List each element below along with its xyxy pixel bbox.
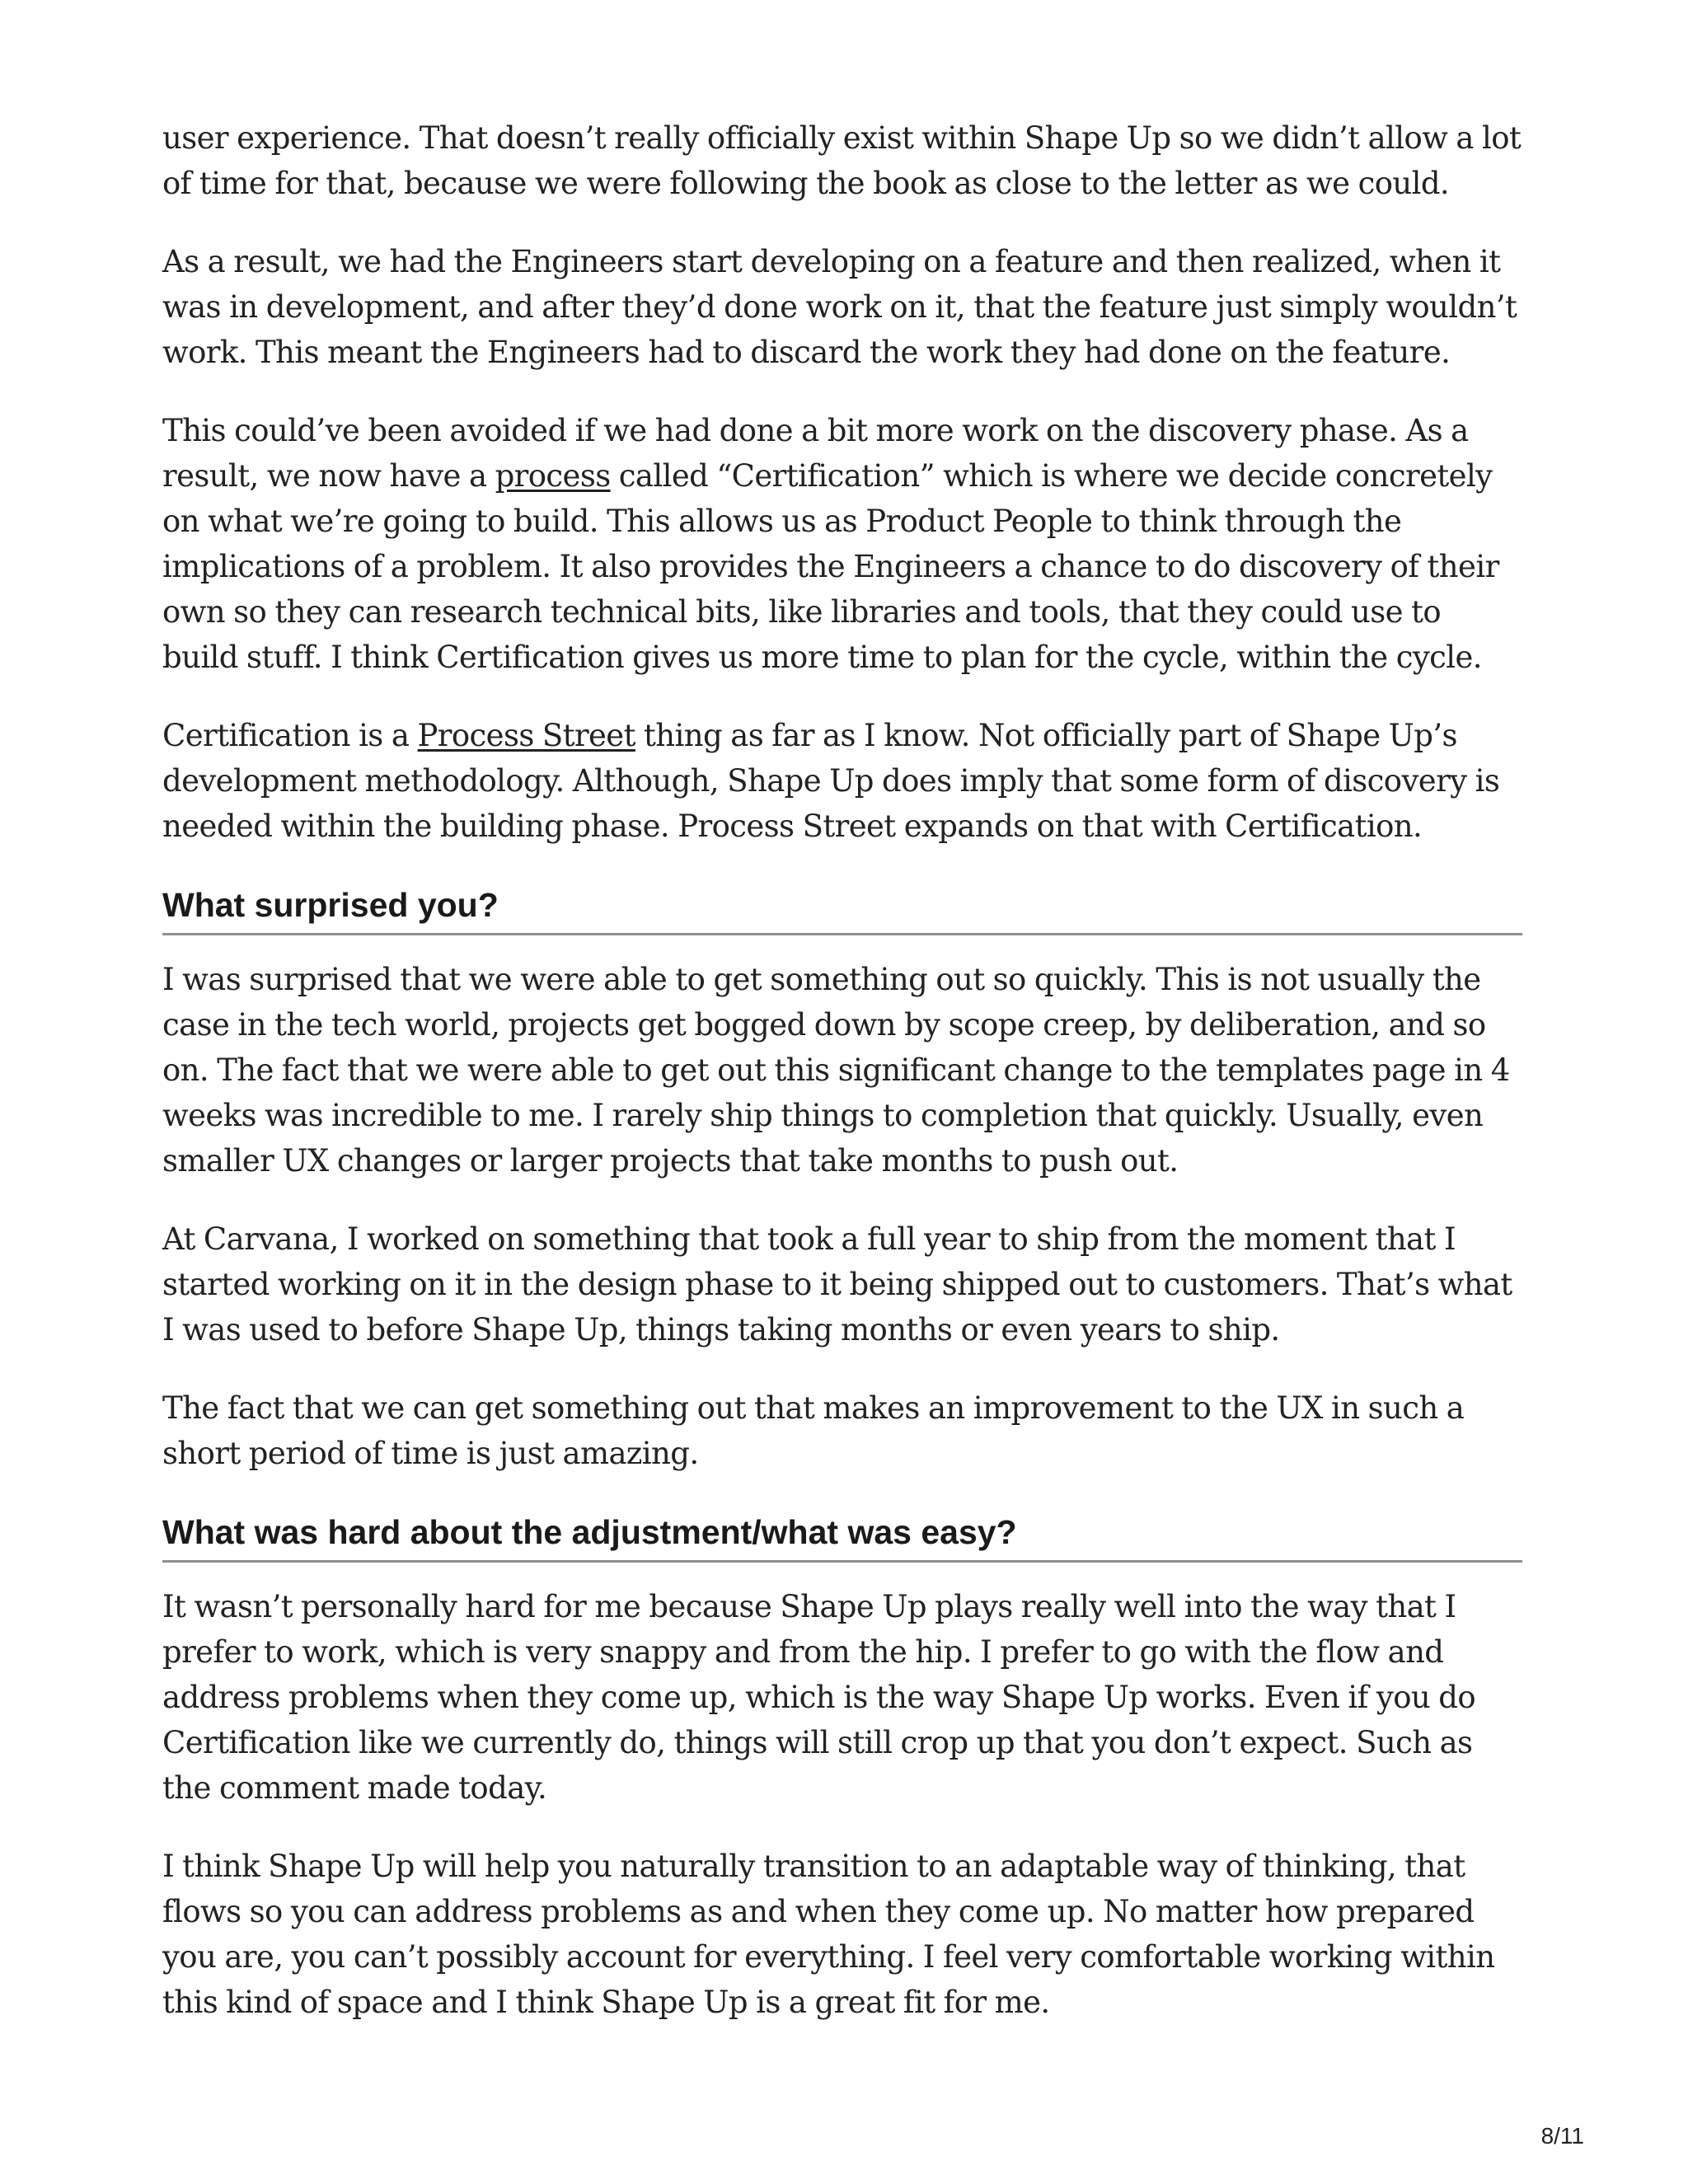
section-heading: What surprised you? — [162, 882, 1522, 935]
article-content — [162, 115, 1522, 2058]
section-heading: What was hard about the adjustment/what was easy? — [162, 1509, 1522, 1563]
page-number: 8/11 — [1540, 2123, 1584, 2149]
paragraph — [162, 408, 1522, 680]
paragraph — [162, 713, 1522, 849]
paragraph: The fact that we can get something out that makes an improvement to the UX in such a short period of time is just amazing. — [162, 1390, 1465, 1471]
paragraph: I was surprised that we were able to get something out so quickly. This is not usually the case in the tech world, projects get bogged down by scope creep, by deliberation, and so on. The fact that we were able to get out this significant change to the templates page in 4 weeks was incredible to me. I rarely ship things to completion that quickly. Usually, even smaller UX changes or larger projects that take months to push out. — [162, 962, 1510, 1179]
paragraph-text: thing as far as I know. Not officially part of Shape Up’s development methodology. Although, Shape Up does imply that some form of discovery is needed within the building phase. Process Street expands on that with Certification. — [162, 718, 1500, 844]
paragraph: user experience. That doesn’t really officially exist within Shape Up so we didn’t allow a lot of time for that, because we were following the book as close to the letter as we could. — [162, 120, 1522, 201]
paragraph-text: called “Certification” which is where we decide concretely on what we’re going to build. This allows us as Product People to think through the implications of a problem. It also provides the Engineers a chance to do discovery of their own so they can research technical bits, like libraries and tools, that they could use to build stuff. I think Certification gives us more time to plan for the cycle, within the cycle. — [162, 458, 1499, 675]
process-link[interactable]: process — [495, 458, 611, 494]
paragraph: As a result, we had the Engineers start developing on a feature and then realized, when it was in development, and after they’d done work on it, that the feature just simply wouldn’t work. This meant the Engineers had to discard the work they had done on the feature. — [162, 244, 1517, 370]
process-street-link[interactable]: Process Street — [417, 718, 635, 753]
paragraph: At Carvana, I worked on something that took a full year to ship from the moment that I started working on it in the design phase to it being shipped out to customers. That’s what I was used to before Shape Up, things taking months or even years to ship. — [162, 1221, 1512, 1347]
paragraph: I think Shape Up will help you naturally transition to an adaptable way of thinking, that flows so you can address problems as and when they come up. No matter how prepared you are, you can’t possibly account for everything. I feel very comfortable working within this kind of space and I think Shape Up is a great fit for me. — [162, 1849, 1495, 2020]
paragraph-text: This could’ve been avoided if we had done a bit more work on the discovery phase. As a result, we now have a — [162, 413, 1469, 494]
paragraph: It wasn’t personally hard for me because Shape Up plays really well into the way that I prefer to work, which is very snappy and from the hip. I prefer to go with the flow and address problems when they come up, which is the way Shape Up works. Even if you do Certification like we currently do, things will still crop up that you don’t expect. Such as the comment made today. — [162, 1589, 1476, 1806]
paragraph-text: Certification is a — [162, 718, 418, 753]
